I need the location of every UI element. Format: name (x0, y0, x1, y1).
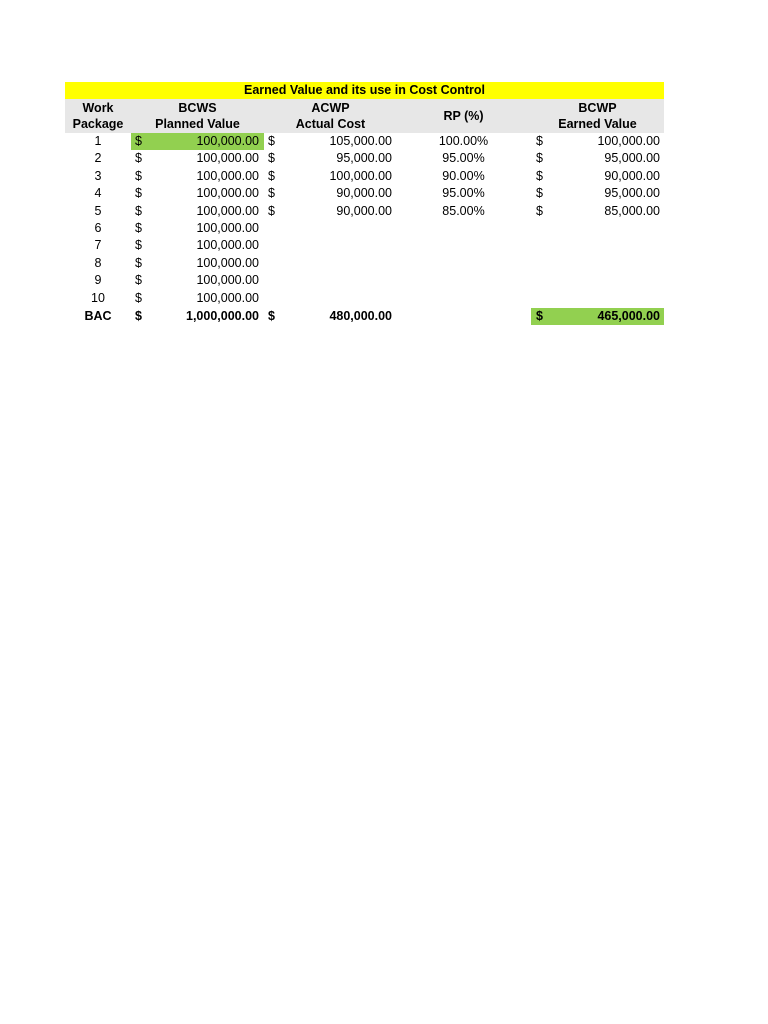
work-package-cell[interactable]: 5 (94, 203, 102, 218)
pv-currency: $ (135, 255, 142, 270)
ev-currency: $ (536, 168, 543, 183)
rp-cell[interactable]: 85.00% (442, 203, 485, 218)
pv-currency: $ (135, 220, 142, 235)
table-row (65, 185, 664, 202)
total-planned-value[interactable]: 1,000,000.00 (186, 308, 259, 323)
planned-value-cell[interactable]: 100,000.00 (196, 255, 259, 270)
ev-currency: $ (536, 134, 543, 148)
table-row (65, 290, 664, 307)
earned-value-cell[interactable]: 95,000.00 (604, 186, 660, 201)
header-bcws-line2: Planned Value (155, 117, 240, 131)
rp-cell[interactable]: 90.00% (442, 168, 485, 183)
table-row (65, 272, 664, 289)
planned-value-cell[interactable]: 100,000.00 (196, 151, 259, 166)
actual-cost-cell[interactable]: 95,000.00 (336, 151, 392, 166)
total-ac-currency: $ (268, 308, 275, 323)
header-acwp-line2: Actual Cost (295, 117, 366, 131)
planned-value-cell[interactable]: 100,000.00 (196, 186, 259, 201)
earned-value-cell[interactable]: 85,000.00 (604, 203, 660, 218)
header-bcwp[interactable] (531, 99, 664, 133)
rp-cell[interactable]: 95.00% (442, 151, 485, 166)
ev-currency: $ (536, 203, 543, 218)
work-package-cell[interactable]: 10 (91, 290, 105, 305)
ac-currency: $ (268, 203, 275, 218)
table-row (65, 220, 664, 237)
ac-currency: $ (268, 151, 275, 166)
rp-cell[interactable]: 100.00% (438, 134, 489, 148)
header-acwp-line1: ACWP (311, 101, 350, 115)
pv-currency: $ (135, 134, 142, 148)
planned-value-cell[interactable]: 100,000.00 (196, 134, 259, 148)
planned-value-cell[interactable]: 100,000.00 (196, 290, 259, 305)
table-row (65, 168, 664, 185)
planned-value-cell[interactable]: 100,000.00 (196, 203, 259, 218)
earned-value-cell[interactable]: 95,000.00 (604, 151, 660, 166)
ac-currency: $ (268, 134, 275, 148)
header-bcwp-line1: BCWP (578, 101, 617, 115)
actual-cost-cell[interactable]: 100,000.00 (329, 168, 392, 183)
work-package-cell[interactable]: 1 (94, 134, 102, 148)
rp-cell[interactable]: 95.00% (442, 186, 485, 201)
table-row (65, 150, 664, 167)
pv-currency: $ (135, 290, 142, 305)
ev-currency: $ (536, 186, 543, 201)
header-work-package[interactable] (65, 99, 131, 133)
ev-currency: $ (536, 151, 543, 166)
total-earned-value[interactable]: 465,000.00 (597, 308, 660, 323)
work-package-cell[interactable]: 4 (94, 186, 102, 201)
header-row (65, 99, 664, 133)
planned-value-cell[interactable]: 100,000.00 (196, 238, 259, 253)
table-row (65, 255, 664, 272)
spreadsheet (65, 82, 664, 325)
actual-cost-cell[interactable]: 90,000.00 (336, 203, 392, 218)
pv-currency: $ (135, 273, 142, 288)
work-package-cell[interactable]: 7 (94, 238, 102, 253)
data-rows (65, 133, 664, 307)
planned-value-cell[interactable]: 100,000.00 (196, 220, 259, 235)
work-package-cell[interactable]: 3 (94, 168, 102, 183)
pv-currency: $ (135, 168, 142, 183)
pv-currency: $ (135, 203, 142, 218)
header-bcwp-line2: Earned Value (558, 117, 637, 131)
header-package-line2: Package (72, 117, 124, 131)
total-row (65, 308, 664, 325)
earned-value-cell[interactable]: 90,000.00 (604, 168, 660, 183)
ac-currency: $ (268, 186, 275, 201)
work-package-cell[interactable]: 6 (94, 220, 102, 235)
table-row (65, 133, 664, 150)
total-ev-currency: $ (536, 308, 543, 323)
earned-value-cell[interactable]: 100,000.00 (597, 134, 660, 148)
actual-cost-cell[interactable]: 105,000.00 (329, 134, 392, 148)
work-package-cell[interactable]: 8 (94, 255, 102, 270)
header-package-line1: Work (82, 101, 114, 115)
actual-cost-cell[interactable]: 90,000.00 (336, 186, 392, 201)
pv-currency: $ (135, 151, 142, 166)
table-row (65, 237, 664, 254)
work-package-cell[interactable]: 9 (94, 273, 102, 288)
sheet-title[interactable]: Earned Value and its use in Cost Control (65, 82, 664, 99)
ac-currency: $ (268, 168, 275, 183)
total-actual-cost[interactable]: 480,000.00 (329, 308, 392, 323)
header-bcws[interactable] (131, 99, 264, 133)
pv-currency: $ (135, 186, 142, 201)
header-bcws-line1: BCWS (178, 101, 217, 115)
total-label[interactable]: BAC (84, 308, 112, 323)
table-row (65, 203, 664, 220)
pv-currency: $ (135, 238, 142, 253)
header-rp[interactable]: RP (%) (443, 109, 484, 123)
planned-value-cell[interactable]: 100,000.00 (196, 168, 259, 183)
work-package-cell[interactable]: 2 (94, 151, 102, 166)
header-acwp[interactable] (264, 99, 397, 133)
total-pv-currency: $ (135, 308, 142, 323)
planned-value-cell[interactable]: 100,000.00 (196, 273, 259, 288)
